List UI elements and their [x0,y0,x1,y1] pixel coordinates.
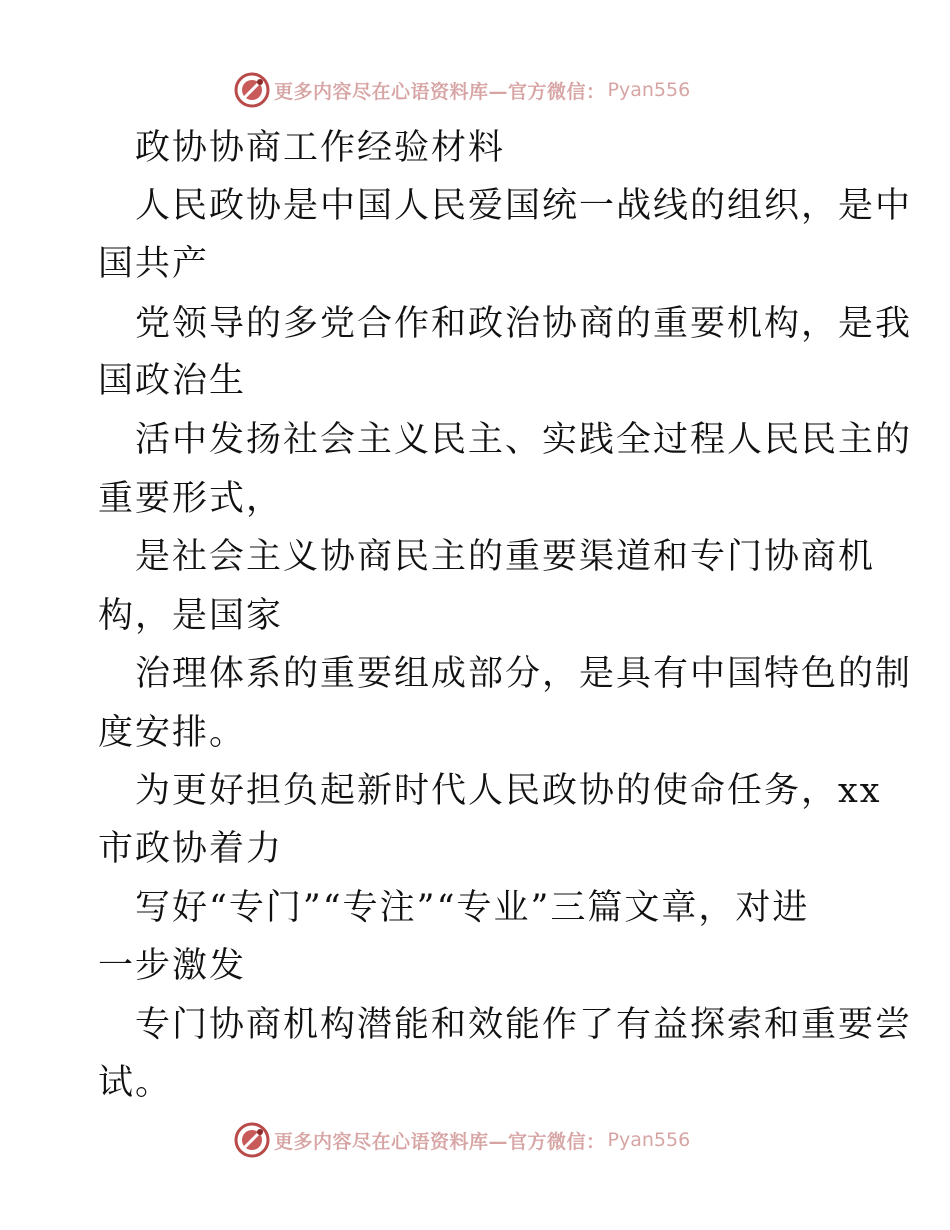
text-line: 党领导的多党合作和政治协商的重要机构，是我 [135,304,913,344]
text-line: 国共产 [98,244,210,284]
text-line: 是社会主义协商民主的重要渠道和专门协商机 [135,537,876,577]
watermark-text: 更多内容尽在心语资料库—官方微信： [274,1130,606,1153]
logo-icon [234,1122,270,1158]
watermark-text: 更多内容尽在心语资料库—官方微信： [274,80,606,103]
watermark-wechat-id: Pyan556 [607,1129,691,1151]
text-line: 活中发扬社会主义民主、实践全过程人民民主的 [135,420,913,460]
text-line: 人民政协是中国人民爱国统一战线的组织，是中 [135,186,913,226]
text-line: 市政协着力 [98,829,284,869]
text-line: 为更好担负起新时代人民政协的使命任务，xx [135,771,882,811]
text-line: 构，是国家 [98,596,284,636]
text-line: 一步激发 [98,946,247,986]
text-line: 试。 [98,1063,173,1103]
text-line: 治理体系的重要组成部分，是具有中国特色的制 [135,654,913,694]
document-title: 政协协商工作经验材料 [135,128,506,168]
text-line: 国政治生 [98,361,247,401]
footer-watermark [234,1122,690,1158]
text-line: 写好“专门”“专注”“专业”三篇文章，对进 [135,888,810,928]
logo-icon [234,72,270,108]
text-line: 度安排。 [98,713,247,753]
header-watermark [234,72,690,108]
text-line: 专门协商机构潜能和效能作了有益探索和重要尝 [135,1005,913,1045]
text-line: 重要形式， [98,479,284,519]
watermark-wechat-id: Pyan556 [607,79,691,101]
